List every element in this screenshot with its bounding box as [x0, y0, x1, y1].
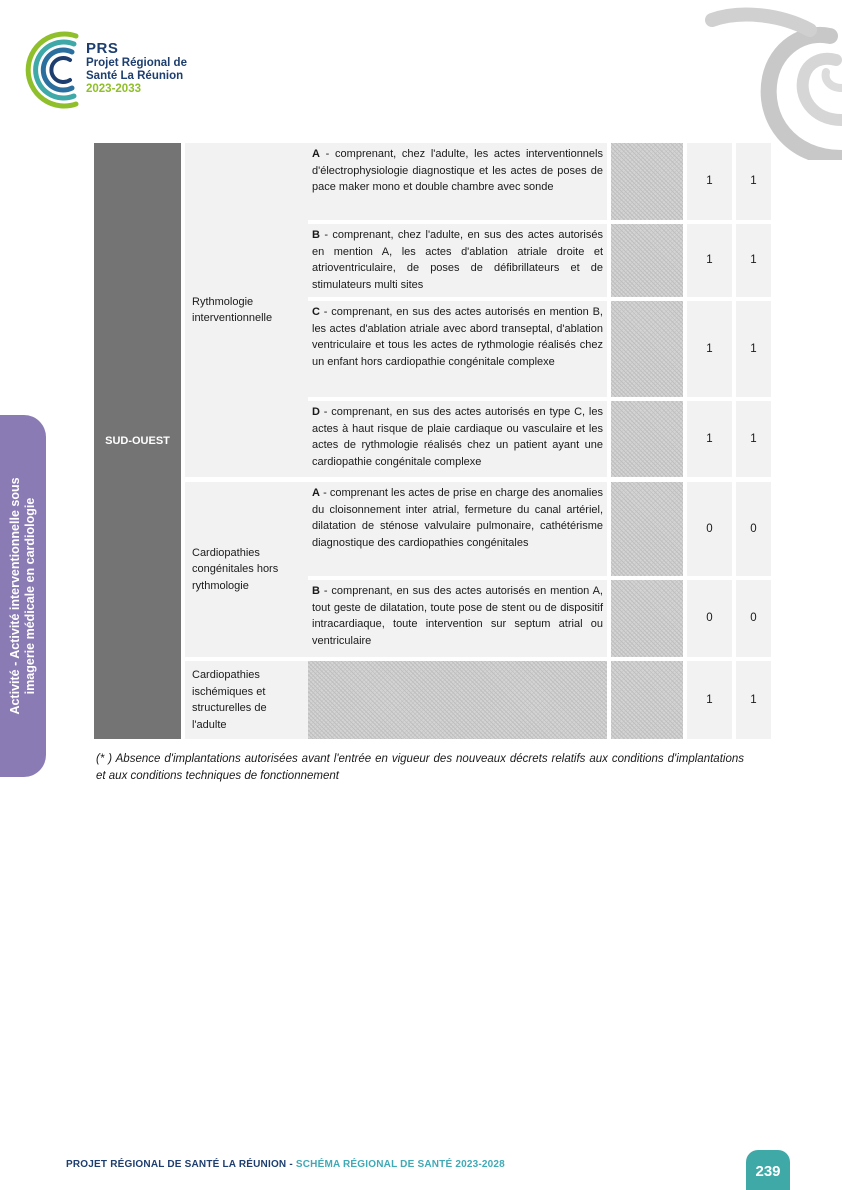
- mention-text: - comprenant, en sus des actes autorisés en mention A, tout geste de dilatation, toute pose de stent ou de dispositif intracardiaque, toute intervention sur septum atrial ou ventriculaire: [312, 585, 603, 647]
- mention-letter: C: [312, 306, 320, 318]
- decorative-spiral-icon: [700, 0, 842, 160]
- hatched-cell: [611, 661, 683, 739]
- mention-cell: [308, 482, 607, 576]
- value-cell: 1: [687, 661, 732, 739]
- prs-logo: [24, 28, 204, 110]
- mention-text: - comprenant, chez l'adulte, en sus des actes autorisés en mention A, les actes d'ablation atriale droite et atrioventriculaire, de poses de défibrillateurs et de stimulateurs multi sites: [312, 229, 603, 291]
- mention-cell: [308, 301, 607, 397]
- mention-cell: [308, 224, 607, 297]
- mention-cell: [308, 401, 607, 477]
- mention-cell: [308, 143, 607, 220]
- page-footer: [66, 1159, 505, 1170]
- activity-cell-cardiopathies-congenitales: Cardiopathies congénitales hors rythmologie: [185, 482, 308, 657]
- implantation-table: [94, 143, 771, 739]
- side-tab-line-1: Activité - Activité interventionnelle sous: [8, 477, 22, 715]
- hatched-cell: [611, 224, 683, 297]
- section-side-tab: [0, 415, 46, 777]
- mention-letter: B: [312, 229, 320, 241]
- footer-title: PROJET RÉGIONAL DE SANTÉ LA RÉUNION: [66, 1159, 287, 1170]
- value-cell: 1: [736, 661, 771, 739]
- side-tab-line-2: imagerie médicale en cardiologie: [23, 497, 37, 695]
- mention-letter: B: [312, 585, 320, 597]
- value-cell: 0: [736, 482, 771, 576]
- logo-line-1: Projet Régional de: [86, 57, 187, 69]
- value-cell: 1: [736, 224, 771, 297]
- mention-letter: A: [312, 487, 320, 499]
- value-cell: 1: [687, 401, 732, 477]
- hatched-cell: [611, 580, 683, 657]
- footer-subtitle: SCHÉMA RÉGIONAL DE SANTÉ 2023-2028: [295, 1159, 505, 1170]
- mention-text: - comprenant, en sus des actes autorisés en mention B, les actes d'ablation atriale avec abord transeptal, d'ablation ventriculaire et tous les actes de rythmologie réalisés chez un enfant hors cardiopathie congénitale complexe: [312, 306, 603, 368]
- value-cell: 1: [736, 143, 771, 220]
- value-cell: 1: [687, 224, 732, 297]
- logo-line-2: Santé La Réunion: [86, 70, 184, 82]
- footer-separator: -: [286, 1159, 296, 1170]
- mention-text: - comprenant les actes de prise en charge des anomalies du cloisonnement inter atrial, fermeture du canal artériel, dilatation de sténose valvulaire pulmonaire, cathétérisme diagnostique des cardiopathies congénitales: [312, 487, 603, 549]
- mention-text: - comprenant, en sus des actes autorisés en type C, les actes à haut risque de plaie cardiaque ou vasculaire et les actes de rythmologie réalisés chez un patient ayant une cardiopathie congénitale complexe: [312, 406, 603, 468]
- value-cell: 0: [687, 482, 732, 576]
- hatched-cell: [308, 661, 607, 739]
- region-cell: SUD-OUEST: [94, 143, 181, 739]
- page-number: 239: [746, 1150, 790, 1190]
- activity-cell-rythmologie: Rythmologie interventionnelle: [185, 143, 308, 477]
- mention-text: - comprenant, chez l'adulte, les actes interventionnels d'électrophysiologie diagnostique et les actes de poses de pace maker mono et double chambre avec sonde: [312, 148, 603, 193]
- logo-years: 2023-2033: [86, 83, 141, 95]
- activity-cell-cardiopathies-ischemiques: Cardiopathies ischémiques et structurelles de l'adulte: [185, 661, 308, 739]
- hatched-cell: [611, 401, 683, 477]
- hatched-cell: [611, 143, 683, 220]
- value-cell: 0: [687, 580, 732, 657]
- value-cell: 1: [687, 301, 732, 397]
- value-cell: 1: [687, 143, 732, 220]
- mention-letter: D: [312, 406, 320, 418]
- logo-acronym: PRS: [86, 40, 119, 57]
- value-cell: 1: [736, 301, 771, 397]
- hatched-cell: [611, 482, 683, 576]
- value-cell: 0: [736, 580, 771, 657]
- mention-letter: A: [312, 148, 320, 160]
- hatched-cell: [611, 301, 683, 397]
- value-cell: 1: [736, 401, 771, 477]
- logo-arcs-icon: [24, 28, 84, 110]
- mention-cell: [308, 580, 607, 657]
- footnote: (* ) Absence d'implantations autorisées avant l'entrée en vigueur des nouveaux décrets relatifs aux conditions d'implantations et aux conditions techniques de fonctionnement: [96, 753, 744, 782]
